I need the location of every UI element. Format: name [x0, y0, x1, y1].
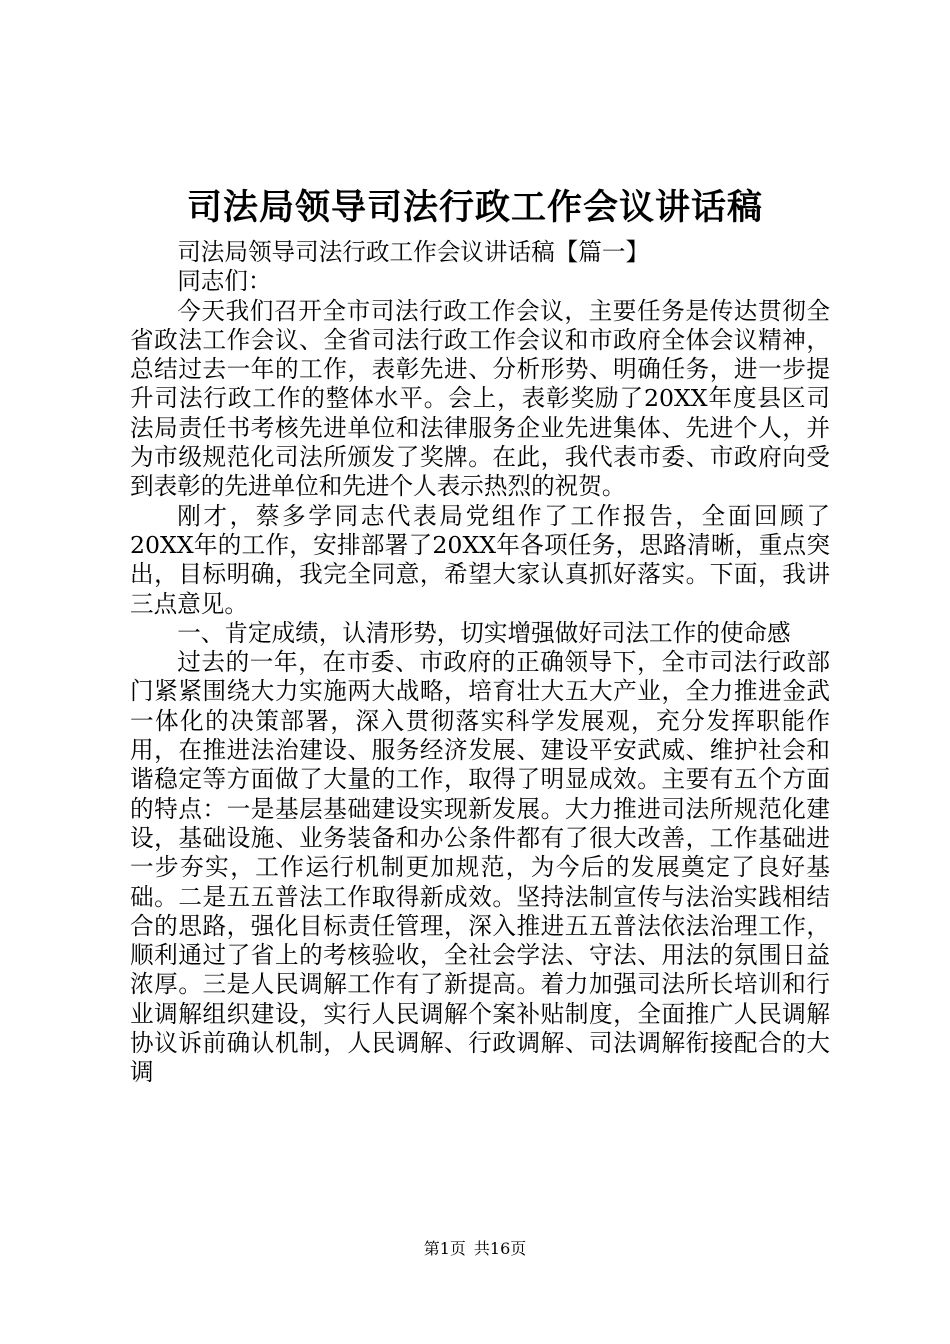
page-total: 共16页: [473, 1239, 527, 1258]
section-heading: 一、肯定成绩，认清形势，切实增强做好司法工作的使命感: [177, 618, 791, 647]
paragraph: 今天我们召开全市司法行政工作会议，主要任务是传达贯彻全省政法工作会议、全省司法行政工作会议和市政府全体会议精神，总结过去一年的工作，表彰先进、分析形势、明确任务，进一步提升司法行政工作的整体水平。会上，表彰奖励了20XX年度县区司法局责任书考核先进单位和法律服务企业先进集体、先进个人，并为市级规范化司法所颁发了奖牌。在此，我代表市委、市政府向受到表彰的先进单位和先进个人表示热烈的祝贺。: [130, 296, 830, 501]
salutation: 同志们：: [177, 267, 272, 296]
page-number: 第1页: [423, 1239, 466, 1258]
page-footer: [0, 1239, 950, 1259]
document-title: 司法局领导司法行政工作会议讲话稿: [186, 187, 763, 228]
document-subtitle: 司法局领导司法行政工作会议讲话稿【篇一】: [177, 238, 650, 266]
paragraph: 过去的一年，在市委、市政府的正确领导下，全市司法行政部门紧紧围绕大力实施两大战略，培育壮大五大产业，全力推进金武一体化的决策部署，深入贯彻落实科学发展观，充分发挥职能作用，在推进法治建设、服务经济发展、建设平安武威、维护社会和谐稳定等方面做了大量的工作，取得了明显成效。主要有五个方面的特点：一是基层基础建设实现新发展。大力推进司法所规范化建设，基础设施、业务装备和办公条件都有了很大改善，工作基础进一步夯实，工作运行机制更加规范，为今后的发展奠定了良好基础。二是五五普法工作取得新成效。坚持法制宣传与法治实践相结合的思路，强化目标责任管理，深入推进五五普法依法治理工作，顺利通过了省上的考核验收，全社会学法、守法、用法的氛围日益浓厚。三是人民调解工作有了新提高。着力加强司法所长培训和行业调解组织建设，实行人民调解个案补贴制度，全面推广人民调解协议诉前确认机制，人民调解、行政调解、司法调解衔接配合的大调: [130, 648, 830, 1087]
document-body: [130, 238, 830, 1088]
paragraph: 刚才，蔡多学同志代表局党组作了工作报告，全面回顾了20XX年的工作，安排部署了20XX年各项任务，思路清晰，重点突出，目标明确，我完全同意，希望大家认真抓好落实。下面，我讲三点意见。: [130, 501, 830, 618]
